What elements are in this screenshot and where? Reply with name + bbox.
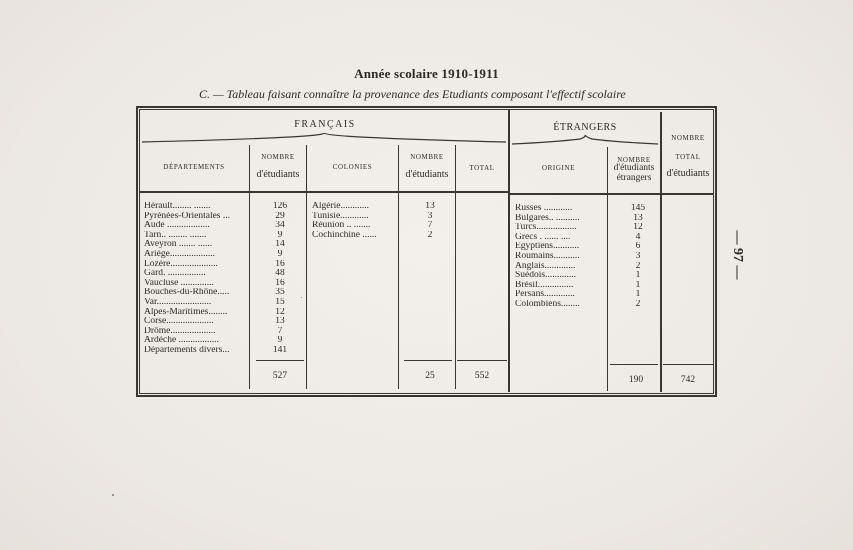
departement-count: 9 <box>277 336 283 346</box>
header-nombre-total: NOMBRE <box>671 134 705 142</box>
header-rule <box>140 191 508 193</box>
origine-count: 4 <box>635 232 641 242</box>
section-francais: FRANÇAIS <box>294 119 356 130</box>
departement-count: 15 <box>275 297 285 307</box>
col-divider <box>607 147 608 391</box>
departement-count: 48 <box>275 269 285 279</box>
departement-name: Aude .................. <box>144 221 210 231</box>
origines-list <box>515 204 607 310</box>
page-title: Année scolaire 1910-1911 <box>354 66 499 81</box>
departement-count: 9 <box>277 249 283 259</box>
departement-count: 16 <box>275 278 285 288</box>
origine-count: 2 <box>635 261 641 271</box>
departement-name: Alpes-Maritimes........ <box>144 307 228 317</box>
header-origine: ORIGINE <box>542 164 575 172</box>
total-rule <box>404 360 452 361</box>
header-total-1: TOTAL <box>469 164 495 172</box>
origine-name: Bulgares.. .......... <box>515 213 580 223</box>
departement-name: Gard. ................ <box>144 269 206 279</box>
origine-name: Turcs................. <box>515 223 577 233</box>
departement-name: Lozère.................... <box>144 259 218 269</box>
departement-name: Vaucluse .............. <box>144 278 214 288</box>
col-divider <box>249 145 250 389</box>
colonie-count: 13 <box>425 202 435 211</box>
total-rule <box>256 360 304 361</box>
header-total-2: TOTAL <box>675 153 701 161</box>
departement-count: 14 <box>275 240 285 250</box>
departement-name: Pyrénées-Orientales ... <box>144 211 230 221</box>
paper-speck <box>301 297 302 298</box>
col-divider <box>398 145 399 389</box>
origine-name: Grecs . ...... .... <box>515 232 571 242</box>
total-rule <box>610 364 658 365</box>
origine-count: 1 <box>635 290 641 300</box>
total-departements: 527 <box>272 371 288 381</box>
header-nombre-3: NOMBRE <box>617 156 651 164</box>
origine-name: Colombiens........ <box>515 299 580 309</box>
origine-count: 1 <box>635 280 641 290</box>
etrangers-brace <box>510 134 660 146</box>
origine-count: 12 <box>633 223 643 233</box>
total-rule <box>457 360 507 361</box>
colonie-count: 3 <box>427 211 433 221</box>
header-nombre-1: NOMBRE <box>261 153 295 161</box>
page-number: — 97 — <box>730 230 745 280</box>
departement-name: Hérault........ ....... <box>144 202 211 211</box>
header-etudiants-total: d'étudiants <box>666 168 710 179</box>
origine-name: Suédois............. <box>515 271 576 281</box>
origine-name: Egyptiens........... <box>515 242 580 252</box>
paper-speck <box>112 494 114 496</box>
departement-count: 9 <box>277 230 283 240</box>
origine-count: 3 <box>635 251 641 261</box>
origine-count: 1 <box>635 271 641 281</box>
header-etudiants-etrangers: d'étudiants étrangers <box>613 163 655 183</box>
colonie-name: Cochinchine ...... <box>312 230 377 240</box>
col-divider-main <box>508 110 510 392</box>
departement-name: Var....................... <box>144 297 212 307</box>
departement-count: 126 <box>272 202 288 211</box>
total-general: 742 <box>680 375 696 385</box>
origine-count: 13 <box>633 213 643 223</box>
departement-count: 16 <box>275 259 285 269</box>
header-colonies: COLONIES <box>332 163 373 171</box>
colonie-name: Algérie............ <box>312 202 369 211</box>
departement-name: Corse.................... <box>144 317 214 327</box>
departement-count: 12 <box>275 307 285 317</box>
header-etudiants-2: d'étudiants <box>405 169 449 180</box>
header-nombre-2: NOMBRE <box>410 153 444 161</box>
colonies-list <box>312 202 398 240</box>
col-divider <box>455 145 456 389</box>
departement-count: 35 <box>275 288 285 298</box>
colonie-name: Tunisie............ <box>312 211 369 221</box>
departement-name: Ardèche ................. <box>144 336 219 346</box>
departement-name: Ariège................... <box>144 249 215 259</box>
departement-count: 13 <box>275 317 285 327</box>
header-departements: DÉPARTEMENTS <box>163 163 225 171</box>
colonie-count: 2 <box>427 230 433 240</box>
departement-count: 34 <box>275 221 285 231</box>
origine-name: Roumains........... <box>515 251 580 261</box>
header-rule <box>510 193 660 195</box>
departement-name: Tarn.. ........ ....... <box>144 230 207 240</box>
departement-count: 29 <box>275 211 285 221</box>
header-rule <box>662 193 713 195</box>
colonie-count: 7 <box>427 221 433 231</box>
departement-name: Drôme................... <box>144 326 216 336</box>
origines-counts <box>614 204 662 310</box>
departement-count: 141 <box>272 345 288 355</box>
departement-name: Bouches-du-Rhône..... <box>144 288 230 298</box>
origine-count: 2 <box>635 299 641 309</box>
departements-list <box>144 202 248 356</box>
origine-name: Brésil............... <box>515 280 574 290</box>
departement-name: Départements divers... <box>144 345 230 355</box>
departement-count: 7 <box>277 326 283 336</box>
total-rule <box>663 364 713 365</box>
departement-name: Aveyron ....... ...... <box>144 240 213 250</box>
origine-count: 6 <box>635 242 641 252</box>
section-etrangers: ÉTRANGERS <box>553 122 617 133</box>
total-colonies: 25 <box>425 371 435 381</box>
origine-name: Persans............. <box>515 290 575 300</box>
departements-counts <box>256 202 304 356</box>
total-francais: 552 <box>474 371 490 381</box>
colonies-counts <box>406 202 454 240</box>
colonie-name: Réunion .. ....... <box>312 221 371 231</box>
page-subtitle: C. — Tableau faisant connaître la provenance des Etudiants composant l'effectif scolaire <box>199 87 626 101</box>
header-etudiants-1: d'étudiants <box>256 169 300 180</box>
origine-name: Russes ............ <box>515 204 573 213</box>
origine-count: 145 <box>630 204 646 213</box>
total-etrangers: 190 <box>628 375 644 385</box>
col-divider <box>306 145 307 389</box>
origine-name: Anglais............. <box>515 261 576 271</box>
francais-brace <box>140 132 508 146</box>
